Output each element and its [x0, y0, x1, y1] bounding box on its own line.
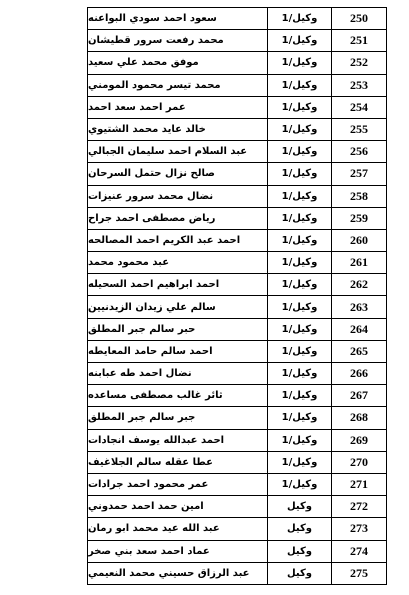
- table-row: [88, 119, 387, 141]
- role-cell: وكيل/1: [268, 119, 332, 140]
- name-cell: عماد احمد سعد بني صخر: [88, 541, 268, 562]
- number-cell: 265: [332, 341, 387, 362]
- name-cell: سالم علي زيدان الزيدنيين: [88, 296, 268, 317]
- name-cell: احمد عبدالله يوسف انجادات: [88, 430, 268, 451]
- table-row: [88, 341, 387, 363]
- number-cell: 251: [332, 30, 387, 51]
- role-cell: وكيل/1: [268, 430, 332, 451]
- number-cell: 268: [332, 407, 387, 428]
- role-cell: وكيل/1: [268, 341, 332, 362]
- table-row: [88, 274, 387, 296]
- role-cell: وكيل/1: [268, 97, 332, 118]
- table-row: [88, 30, 387, 52]
- name-cell: عطا عقله سالم الجلاغيف: [88, 452, 268, 473]
- table-row: [88, 75, 387, 97]
- role-cell: وكيل: [268, 496, 332, 517]
- name-cell: احمد عبد الكريم احمد المصالحه: [88, 230, 268, 251]
- role-cell: وكيل/1: [268, 30, 332, 51]
- name-cell: امين حمد احمد حمدوني: [88, 496, 268, 517]
- number-cell: 252: [332, 52, 387, 73]
- role-cell: وكيل/1: [268, 75, 332, 96]
- name-cell: موفق محمد علي سعيد: [88, 52, 268, 73]
- role-cell: وكيل/1: [268, 163, 332, 184]
- table-row: [88, 186, 387, 208]
- number-cell: 274: [332, 541, 387, 562]
- role-cell: وكيل: [268, 541, 332, 562]
- role-cell: وكيل/1: [268, 274, 332, 295]
- name-cell: محمد رفعت سرور قطيشان: [88, 30, 268, 51]
- name-cell: عبد محمود محمد: [88, 252, 268, 273]
- name-cell: محمد تيسر محمود المومني: [88, 75, 268, 96]
- number-cell: 273: [332, 518, 387, 539]
- number-cell: 258: [332, 186, 387, 207]
- name-cell: عبد السلام احمد سليمان الجبالي: [88, 141, 268, 162]
- name-cell: خالد عايد محمد الشتيوي: [88, 119, 268, 140]
- number-cell: 262: [332, 274, 387, 295]
- role-cell: وكيل/1: [268, 141, 332, 162]
- role-cell: وكيل/1: [268, 186, 332, 207]
- table-row: [88, 541, 387, 563]
- table-row: [88, 230, 387, 252]
- role-cell: وكيل/1: [268, 452, 332, 473]
- number-cell: 259: [332, 208, 387, 229]
- number-cell: 264: [332, 319, 387, 340]
- table-row: [88, 252, 387, 274]
- table-row: [88, 430, 387, 452]
- role-cell: وكيل/1: [268, 252, 332, 273]
- table-row: [88, 452, 387, 474]
- table-row: [88, 496, 387, 518]
- table-row: [88, 52, 387, 74]
- number-cell: 260: [332, 230, 387, 251]
- role-cell: وكيل/1: [268, 52, 332, 73]
- number-cell: 255: [332, 119, 387, 140]
- name-cell: حبر سالم جبر المطلق: [88, 319, 268, 340]
- name-cell: صالح نزال حتمل السرحان: [88, 163, 268, 184]
- number-cell: 250: [332, 8, 387, 29]
- role-cell: وكيل/1: [268, 296, 332, 317]
- number-cell: 257: [332, 163, 387, 184]
- table-row: [88, 208, 387, 230]
- role-cell: وكيل/1: [268, 385, 332, 406]
- number-cell: 269: [332, 430, 387, 451]
- name-cell: سعود احمد سودي البواعنه: [88, 8, 268, 29]
- table-row: [88, 407, 387, 429]
- table-row: [88, 363, 387, 385]
- name-cell: جبر سالم جبر المطلق: [88, 407, 268, 428]
- number-cell: 266: [332, 363, 387, 384]
- table-row: [88, 97, 387, 119]
- number-cell: 267: [332, 385, 387, 406]
- number-cell: 272: [332, 496, 387, 517]
- table-row: [88, 319, 387, 341]
- name-cell: رياض مصطفى احمد جراح: [88, 208, 268, 229]
- role-cell: وكيل: [268, 563, 332, 584]
- table-row: [88, 141, 387, 163]
- role-cell: وكيل/1: [268, 363, 332, 384]
- name-cell: عمر احمد سعد احمد: [88, 97, 268, 118]
- number-cell: 271: [332, 474, 387, 495]
- name-cell: عبد الرزاق حسيني محمد النعيمي: [88, 563, 268, 584]
- table-row: [88, 8, 387, 30]
- name-cell: عبد الله عيد محمد ابو رمان: [88, 518, 268, 539]
- roster-table: [87, 7, 387, 585]
- number-cell: 270: [332, 452, 387, 473]
- number-cell: 263: [332, 296, 387, 317]
- number-cell: 261: [332, 252, 387, 273]
- number-cell: 254: [332, 97, 387, 118]
- name-cell: عمر محمود احمد جرادات: [88, 474, 268, 495]
- role-cell: وكيل/1: [268, 319, 332, 340]
- number-cell: 275: [332, 563, 387, 584]
- role-cell: وكيل/1: [268, 230, 332, 251]
- name-cell: ثائر غالب مصطفى مساعده: [88, 385, 268, 406]
- number-cell: 256: [332, 141, 387, 162]
- table-row: [88, 163, 387, 185]
- role-cell: وكيل/1: [268, 208, 332, 229]
- role-cell: وكيل/1: [268, 407, 332, 428]
- role-cell: وكيل: [268, 518, 332, 539]
- name-cell: احمد ابراهيم احمد السحيله: [88, 274, 268, 295]
- table-row: [88, 296, 387, 318]
- role-cell: وكيل/1: [268, 8, 332, 29]
- table-row: [88, 518, 387, 540]
- name-cell: نضال محمد سرور عنيزات: [88, 186, 268, 207]
- role-cell: وكيل/1: [268, 474, 332, 495]
- name-cell: احمد سالم حامد المعايطه: [88, 341, 268, 362]
- table-row: [88, 385, 387, 407]
- table-row: [88, 474, 387, 496]
- table-row: [88, 563, 387, 585]
- number-cell: 253: [332, 75, 387, 96]
- name-cell: نضال احمد طه عبابنه: [88, 363, 268, 384]
